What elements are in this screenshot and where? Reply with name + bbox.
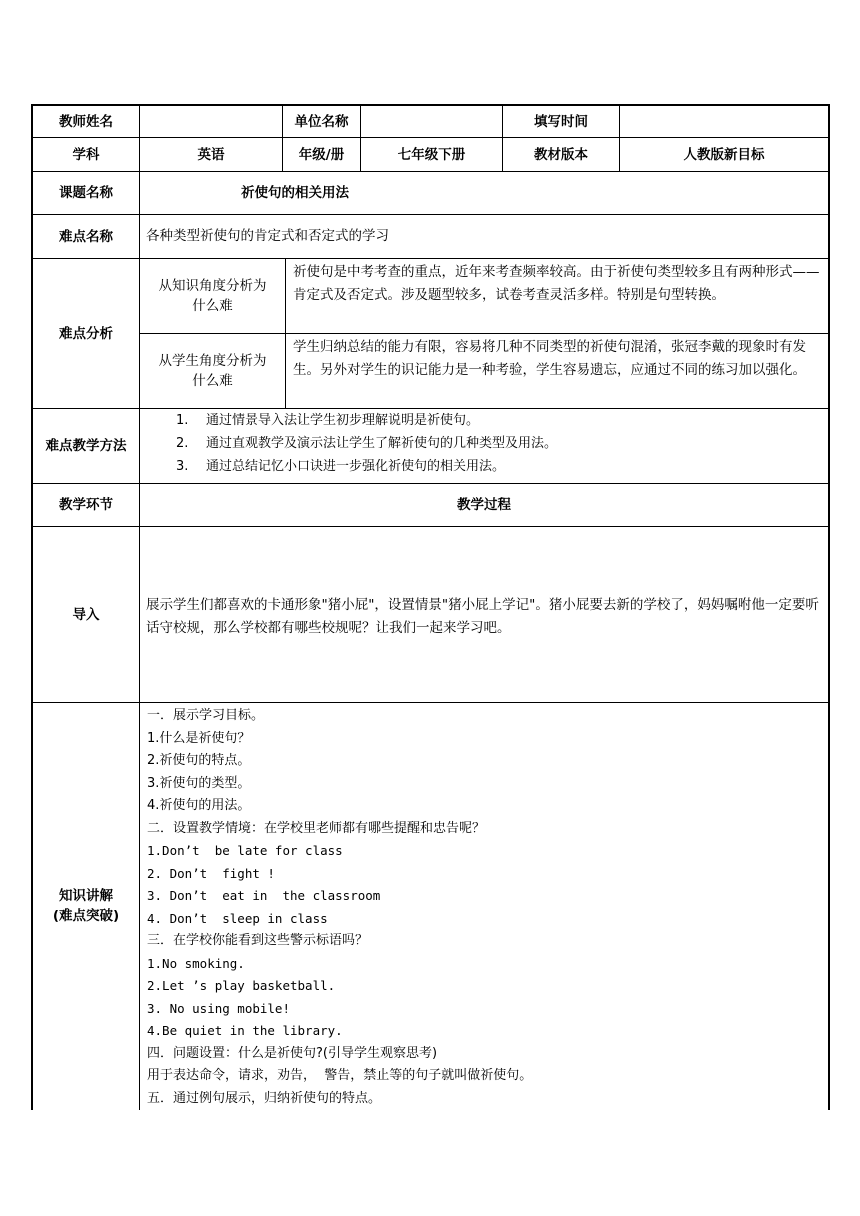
student-angle-label-line1: 从学生角度分析为 xyxy=(158,353,267,369)
topic-value: 祈使句的相关用法 xyxy=(241,185,349,201)
content-line: 3. No using mobile! xyxy=(147,1000,290,1016)
content-line: 二．设置教学情境：在学校里老师都有哪些提醒和忠告呢？ xyxy=(147,820,486,836)
intro-text: 展示学生们都喜欢的卡通形象"猪小屁"，设置情景"猪小屁上学记"。猪小屁要去新的学校了，妈妈嘱咐他一定要听话守校规，那么学校都有哪些校规呢？让我们一起来学习吧。 xyxy=(146,597,819,636)
method-number: 3. xyxy=(176,459,189,474)
content-line: 用于表达命令，请求，劝告， 警告，禁止等的句子就叫做祈使句。 xyxy=(147,1068,533,1083)
methods-label: 难点教学方法 xyxy=(45,438,127,454)
method-item xyxy=(140,409,828,432)
process-header: 教学过程 xyxy=(457,497,511,513)
knowledge-angle-label-line1: 从知识角度分析为 xyxy=(158,278,267,294)
fill-time-label: 填写时间 xyxy=(534,113,588,130)
fill-time-value[interactable] xyxy=(620,106,828,137)
topic-label: 课题名称 xyxy=(59,185,113,201)
grade-value: 七年级下册 xyxy=(397,146,466,163)
knowledge-label-line2: (难点突破) xyxy=(52,907,120,924)
method-text: 通过直观教学及演示法让学生了解祈使句的几种类型及用法。 xyxy=(206,436,558,451)
student-angle-label xyxy=(140,334,285,408)
content-line: 五．通过例句展示，归纳祈使句的特点。 xyxy=(147,1090,382,1106)
stage-header: 教学环节 xyxy=(59,497,113,513)
intro-label: 导入 xyxy=(72,606,100,623)
method-text: 通过情景导入法让学生初步理解说明是祈使句。 xyxy=(206,413,480,428)
content-line: 1.No smoking. xyxy=(147,955,245,971)
knowledge-label xyxy=(33,703,139,1108)
method-number: 1. xyxy=(176,413,189,428)
grade-label: 年级/册 xyxy=(298,146,345,163)
knowledge-angle-label xyxy=(140,259,285,333)
content-line: 2.Let ’s play basketball. xyxy=(147,978,336,993)
content-line: 2. Don’t fight ! xyxy=(147,865,275,881)
content-line: 4. Don’t sleep in class xyxy=(147,910,328,926)
knowledge-angle-text: 祈使句是中考考查的重点，近年来考查频率较高。由于祈使句类型较多且有两种形式——肯定式及否定式。涉及题型较多，试卷考查灵活多样。特别是句型转换。 xyxy=(293,264,820,303)
content-line: 2.祈使句的特点。 xyxy=(147,753,251,768)
content-line: 4.祈使句的用法。 xyxy=(147,798,251,813)
unit-value[interactable] xyxy=(361,106,502,137)
difficulty-label: 难点名称 xyxy=(59,228,113,245)
knowledge-content xyxy=(140,705,828,1110)
lesson-plan-table xyxy=(31,104,830,1110)
student-angle-text: 学生归纳总结的能力有限，容易将几种不同类型的祈使句混淆，张冠李戴的现象时有发生。另外对学生的识记能力是一种考验，学生容易遗忘，应通过不同的练习加以强化。 xyxy=(293,339,806,378)
content-line: 三．在学校你能看到这些警示标语吗？ xyxy=(147,933,369,948)
difficulty-value: 各种类型祈使句的肯定式和否定式的学习 xyxy=(146,228,389,244)
analysis-label: 难点分析 xyxy=(59,325,113,342)
subject-value: 英语 xyxy=(197,146,225,163)
content-line: 3. Don’t eat in the classroom xyxy=(147,888,381,903)
content-line: 4.Be quiet in the library. xyxy=(147,1023,343,1038)
content-line: 3.祈使句的类型。 xyxy=(147,775,251,791)
teacher-name-label: 教师姓名 xyxy=(59,113,113,130)
content-line: 1.Don’t be late for class xyxy=(147,843,343,858)
content-line: 1.什么是祈使句？ xyxy=(147,730,251,746)
method-item xyxy=(140,455,828,478)
knowledge-angle-label-line2: 什么难 xyxy=(192,298,233,314)
method-item xyxy=(140,432,828,455)
content-line: 一．展示学习目标。 xyxy=(147,708,265,723)
method-number: 2. xyxy=(176,436,189,451)
student-angle-label-line2: 什么难 xyxy=(192,373,233,389)
knowledge-label-line1: 知识讲解 xyxy=(59,887,113,904)
subject-label: 学科 xyxy=(72,146,100,163)
unit-label: 单位名称 xyxy=(294,113,349,130)
textbook-value: 人教版新目标 xyxy=(683,146,765,163)
content-line: 四．问题设置：什么是祈使句?(引导学生观察思考) xyxy=(147,1045,438,1061)
textbook-label: 教材版本 xyxy=(534,146,588,163)
method-text: 通过总结记忆小口诀进一步强化祈使句的相关用法。 xyxy=(206,459,506,474)
methods-list xyxy=(140,409,828,483)
teacher-name-value[interactable] xyxy=(140,106,282,137)
